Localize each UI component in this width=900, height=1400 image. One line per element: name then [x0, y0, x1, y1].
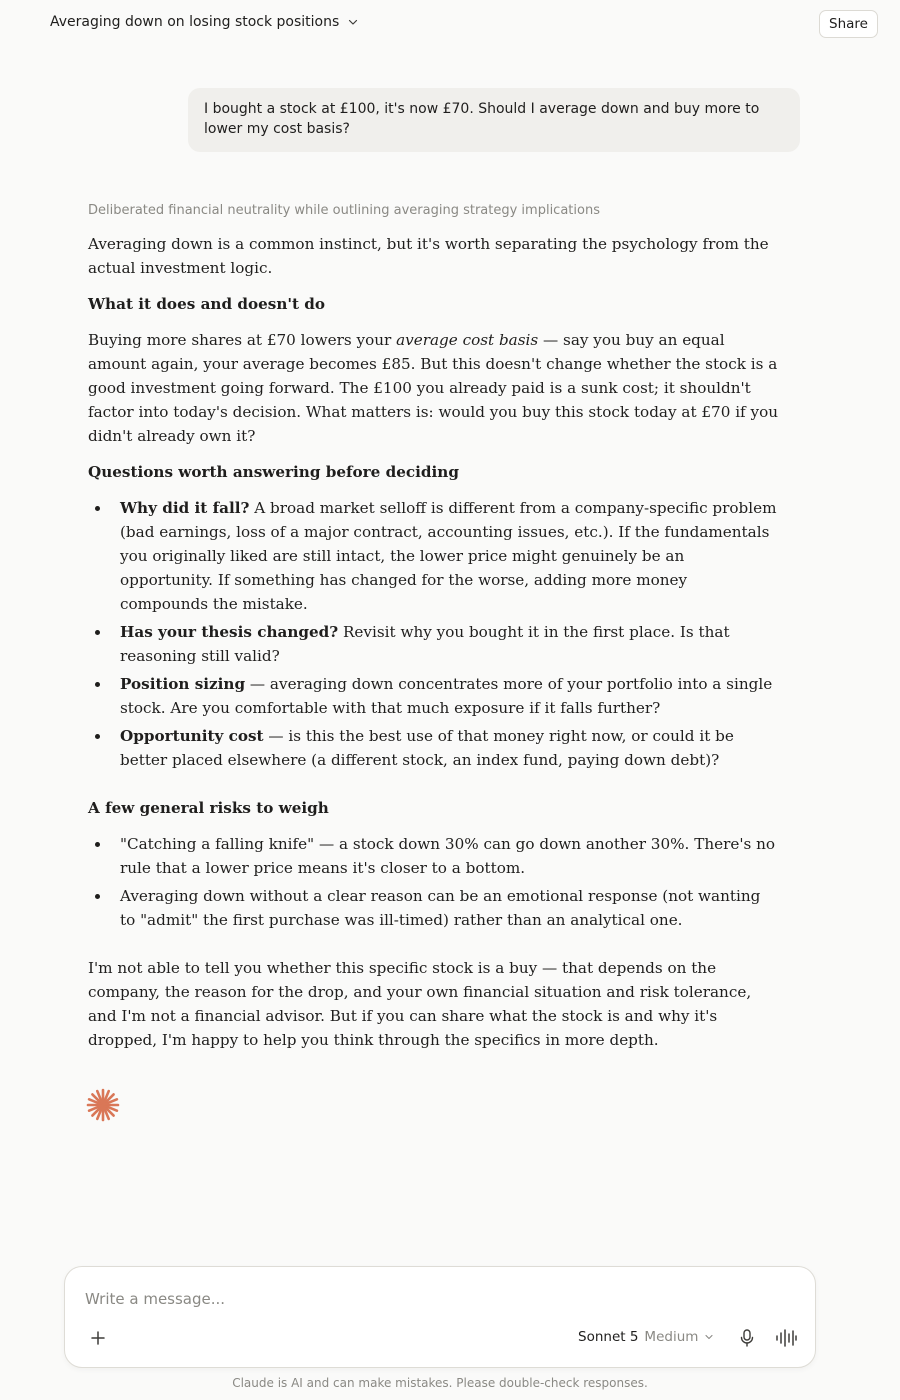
share-button[interactable]: Share [819, 10, 878, 38]
risks-list [88, 832, 778, 932]
conversation-title: Averaging down on losing stock positions [50, 14, 340, 30]
response-paragraph-cost-basis: Buying more shares at £70 lowers your average cost basis — say you buy an equal amount again, your average becomes £85. But this doesn't change whether the stock is a good investment going forward. The £100 you already paid is a sunk cost; it shouldn't factor into today's decision. What matters is: would you buy this stock today at £70 if you didn't already own it? [88, 331, 779, 445]
model-selector[interactable] [578, 1329, 714, 1345]
assistant-response [88, 232, 778, 1064]
top-bar [0, 0, 900, 48]
list-item: Position sizing — averaging down concentrates more of your portfolio into a single stock. Are you comfortable with that much exposure if it falls further? [88, 672, 778, 720]
user-message: I bought a stock at £100, it's now £70. Should I average down and buy more to lower my cost basis? [188, 88, 800, 152]
message-composer [64, 1266, 816, 1368]
disclaimer: Claude is AI and can make mistakes. Please double-check responses. [232, 1376, 648, 1390]
list-item: "Catching a falling knife" — a stock down 30% can go down another 30%. There's no rule that a lower price means it's closer to a bottom. [88, 832, 778, 880]
claude-spark-icon [86, 1088, 120, 1122]
list-item: Why did it fall? A broad market selloff is different from a company-specific problem (bad earnings, loss of a major contract, accounting issues, etc.). If the fundamentals you originally liked are still intact, the lower price might genuinely be an opportunity. If something has changed for the worse, adding more money compounds the mistake. [88, 496, 778, 616]
questions-list [88, 496, 778, 772]
list-item: Opportunity cost — is this the best use of that money right now, or could it be better placed elsewhere (a different stock, an index fund, paying down debt)? [88, 724, 778, 772]
list-item: Averaging down without a clear reason can be an emotional response (not wanting to "admit" the first purchase was ill-timed) rather than an analytical one. [88, 884, 778, 932]
section-heading-risks: A few general risks to weigh [88, 799, 329, 817]
section-heading-what-it-does: What it does and doesn't do [88, 295, 326, 313]
list-item: Has your thesis changed? Revisit why you bought it in the first place. Is that reasoning still valid? [88, 620, 778, 668]
section-heading-questions: Questions worth answering before deciding [88, 463, 459, 481]
chevron-down-icon [347, 16, 359, 28]
chevron-down-icon [704, 1332, 714, 1342]
conversation-title-dropdown[interactable] [50, 14, 359, 30]
voice-waveform-icon[interactable] [775, 1327, 797, 1349]
response-closing: I'm not able to tell you whether this specific stock is a buy — that depends on the company, the reason for the drop, and your own financial situation and risk tolerance, and I'm not a financial advisor. But if you can share what the stock is and why it's dropped, I'm happy to help you think through the specifics in more depth. [88, 959, 752, 1049]
thinking-summary[interactable]: Deliberated financial neutrality while outlining averaging strategy implications [88, 203, 600, 218]
microphone-icon[interactable] [737, 1327, 757, 1349]
effort-level: Medium [644, 1329, 699, 1345]
response-intro: Averaging down is a common instinct, but it's worth separating the psychology from the actual investment logic. [88, 235, 769, 277]
model-name: Sonnet 5 [578, 1329, 639, 1345]
plus-icon[interactable] [87, 1327, 109, 1349]
message-input[interactable] [85, 1287, 785, 1311]
